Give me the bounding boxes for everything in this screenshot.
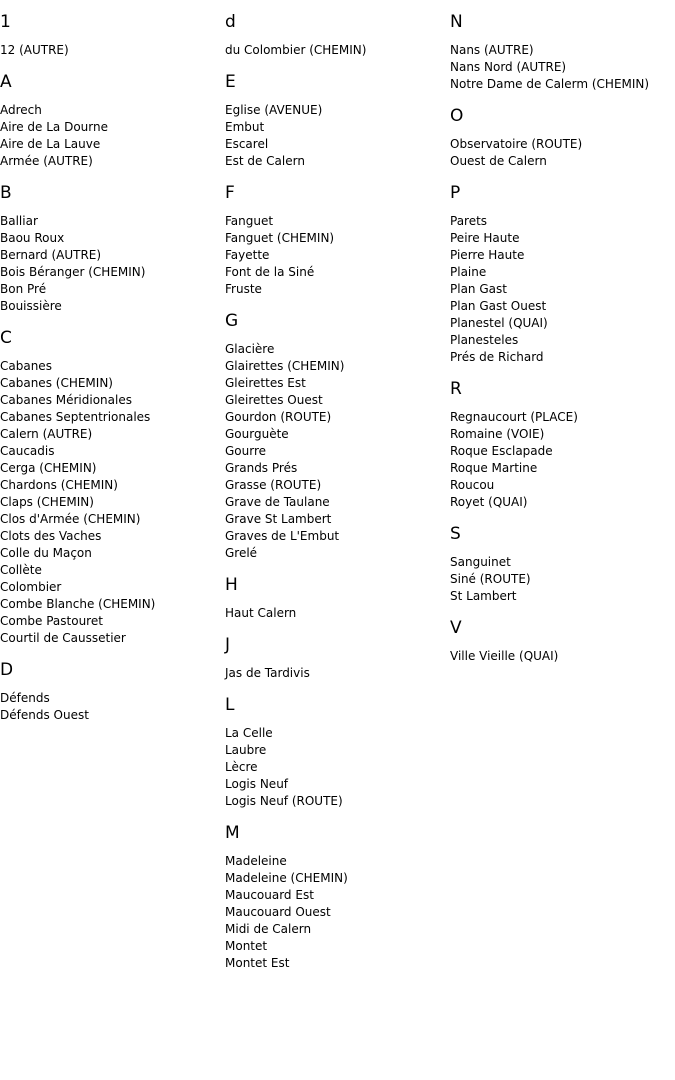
street-list [225,42,450,59]
street-link[interactable]: Bois Béranger (CHEMIN) [0,265,146,279]
street-link[interactable]: Gourre [225,444,267,458]
street-link[interactable]: Colle du Maçon [0,546,92,560]
section-letter-heading: 1 [0,12,11,32]
street-link[interactable]: Logis Neuf (ROUTE) [225,794,343,808]
section-letter-heading: S [450,524,461,544]
street-link[interactable]: 12 (AUTRE) [0,43,69,57]
street-list [225,665,450,682]
section-letter-heading: A [0,72,12,92]
letter-section [0,183,225,315]
street-link[interactable]: Combe Pastouret [0,614,103,628]
letter-section [225,635,450,682]
street-link[interactable]: Observatoire (ROUTE) [450,137,583,151]
street-list [450,42,675,93]
street-link[interactable]: Jas de Tardivis [225,666,310,680]
section-letter-heading: L [225,695,235,715]
letter-section [225,311,450,562]
letter-section [225,695,450,810]
street-list [450,409,675,511]
street-link[interactable]: Sanguinet [450,555,511,569]
street-link[interactable]: Maucouard Ouest [225,905,331,919]
letter-section [450,183,675,366]
street-link[interactable]: Bernard (AUTRE) [0,248,102,262]
street-link[interactable]: Glairettes (CHEMIN) [225,359,345,373]
street-link[interactable]: Plan Gast [450,282,507,296]
street-link[interactable]: St Lambert [450,589,517,603]
letter-section [225,12,450,59]
street-link[interactable]: Fanguet [225,214,274,228]
letter-section [225,575,450,622]
letter-section [450,12,675,93]
street-list [450,554,675,605]
street-list [0,42,225,59]
section-letter-heading: O [450,106,464,126]
street-link[interactable]: Claps (CHEMIN) [0,495,94,509]
street-link[interactable]: Parets [450,214,488,228]
street-link[interactable]: Fanguet (CHEMIN) [225,231,335,245]
street-link[interactable]: Planesteles [450,333,519,347]
street-link[interactable]: Plan Gast Ouest [450,299,547,313]
street-link[interactable]: Ville Vieille (QUAI) [450,649,559,663]
street-link[interactable]: Peire Haute [450,231,520,245]
section-letter-heading: M [225,823,240,843]
section-letter-heading: H [225,575,238,595]
street-link[interactable]: Adrech [0,103,42,117]
street-link[interactable]: Roque Martine [450,461,538,475]
section-letter-heading: D [0,660,14,680]
street-link[interactable]: Collète [0,563,42,577]
street-link[interactable]: Grasse (ROUTE) [225,478,322,492]
street-list [450,213,675,366]
street-link[interactable]: Lècre [225,760,258,774]
street-link[interactable]: Bon Pré [0,282,47,296]
letter-section [450,524,675,605]
street-link[interactable]: Combe Blanche (CHEMIN) [0,597,156,611]
street-link[interactable]: Chardons (CHEMIN) [0,478,118,492]
section-letter-heading: R [450,379,462,399]
street-link[interactable]: Défends [0,691,50,705]
section-letter-heading: N [450,12,463,32]
section-letter-heading: B [0,183,12,203]
street-link[interactable]: Nans Nord (AUTRE) [450,60,567,74]
street-link[interactable]: Gleirettes Ouest [225,393,323,407]
section-letter-heading: P [450,183,461,203]
street-link[interactable]: Aire de La Dourne [0,120,108,134]
street-link[interactable]: Romaine (VOIE) [450,427,545,441]
street-link[interactable]: Pierre Haute [450,248,525,262]
letter-section [0,660,225,724]
street-list [225,213,450,298]
street-link[interactable]: Graves de L'Embut [225,529,340,543]
index-column-3 [450,0,675,678]
street-link[interactable]: Ouest de Calern [450,154,547,168]
street-link[interactable]: du Colombier (CHEMIN) [225,43,367,57]
street-link[interactable]: Colombier [0,580,62,594]
street-link[interactable]: Armée (AUTRE) [0,154,93,168]
street-link[interactable]: Grave St Lambert [225,512,332,526]
street-link[interactable]: Plaine [450,265,487,279]
letter-section [0,12,225,59]
letter-section [225,183,450,298]
street-list [0,690,225,724]
street-link[interactable]: Glacière [225,342,275,356]
street-link[interactable]: Balliar [0,214,38,228]
street-link[interactable]: Grands Prés [225,461,298,475]
street-link[interactable]: Prés de Richard [450,350,544,364]
section-letter-heading: E [225,72,236,92]
street-link[interactable]: Haut Calern [225,606,297,620]
street-link[interactable]: Baou Roux [0,231,65,245]
street-link[interactable]: Laubre [225,743,267,757]
letter-section [225,823,450,972]
street-link[interactable]: La Celle [225,726,273,740]
street-link[interactable]: Nans (AUTRE) [450,43,534,57]
section-letter-heading: J [225,635,231,655]
street-link[interactable]: Midi de Calern [225,922,312,936]
street-link[interactable]: Fruste [225,282,262,296]
street-link[interactable]: Clos d'Armée (CHEMIN) [0,512,141,526]
section-letter-heading: C [0,328,12,348]
street-link[interactable]: Clots des Vaches [0,529,102,543]
street-link[interactable]: Caucadis [0,444,55,458]
letter-section [450,379,675,511]
letter-section [0,72,225,170]
letter-section [450,106,675,170]
street-link[interactable]: Grelé [225,546,258,560]
street-link[interactable]: Cabanes (CHEMIN) [0,376,113,390]
street-link[interactable]: Cerga (CHEMIN) [0,461,97,475]
street-link[interactable]: Logis Neuf [225,777,289,791]
street-list [225,341,450,562]
street-link[interactable]: Siné (ROUTE) [450,572,531,586]
street-list [225,605,450,622]
street-link[interactable]: Madeleine [225,854,287,868]
letter-section [0,328,225,647]
street-link[interactable]: Courtil de Caussetier [0,631,126,645]
street-link[interactable]: Madeleine (CHEMIN) [225,871,348,885]
index-column-2 [225,0,450,985]
street-link[interactable]: Bouissière [0,299,62,313]
section-letter-heading: G [225,311,239,331]
street-list [225,853,450,972]
street-link[interactable]: Défends Ouest [0,708,89,722]
street-link[interactable]: Fayette [225,248,270,262]
street-list [450,136,675,170]
section-letter-heading: V [450,618,462,638]
section-letter-heading: d [225,12,236,32]
street-list [0,213,225,315]
street-link[interactable]: Roque Esclapade [450,444,553,458]
street-link[interactable]: Gourguète [225,427,289,441]
street-link[interactable]: Gleirettes Est [225,376,306,390]
street-link[interactable]: Cabanes Septentrionales [0,410,151,424]
street-list [0,102,225,170]
street-link[interactable]: Escarel [225,137,269,151]
street-list [225,725,450,810]
section-letter-heading: F [225,183,235,203]
street-link[interactable]: Embut [225,120,265,134]
street-link[interactable]: Montet Est [225,956,290,970]
street-link[interactable]: Cabanes Méridionales [0,393,132,407]
street-link[interactable]: Font de la Siné [225,265,315,279]
street-link[interactable]: Planestel (QUAI) [450,316,548,330]
street-link[interactable]: Maucouard Est [225,888,314,902]
street-link[interactable]: Gourdon (ROUTE) [225,410,332,424]
street-link[interactable]: Notre Dame de Calerm (CHEMIN) [450,77,650,91]
street-list [0,358,225,647]
street-link[interactable]: Cabanes [0,359,52,373]
street-link[interactable]: Royet (QUAI) [450,495,528,509]
street-link[interactable]: Aire de La Lauve [0,137,101,151]
street-link[interactable]: Calern (AUTRE) [0,427,93,441]
street-link[interactable]: Grave de Taulane [225,495,330,509]
street-link[interactable]: Roucou [450,478,495,492]
street-list [225,102,450,170]
letter-section [225,72,450,170]
street-link[interactable]: Est de Calern [225,154,305,168]
street-link[interactable]: Regnaucourt (PLACE) [450,410,578,424]
street-link[interactable]: Eglise (AVENUE) [225,103,323,117]
street-link[interactable]: Montet [225,939,268,953]
letter-section [450,618,675,665]
street-list [450,648,675,665]
index-column-1 [0,0,225,737]
